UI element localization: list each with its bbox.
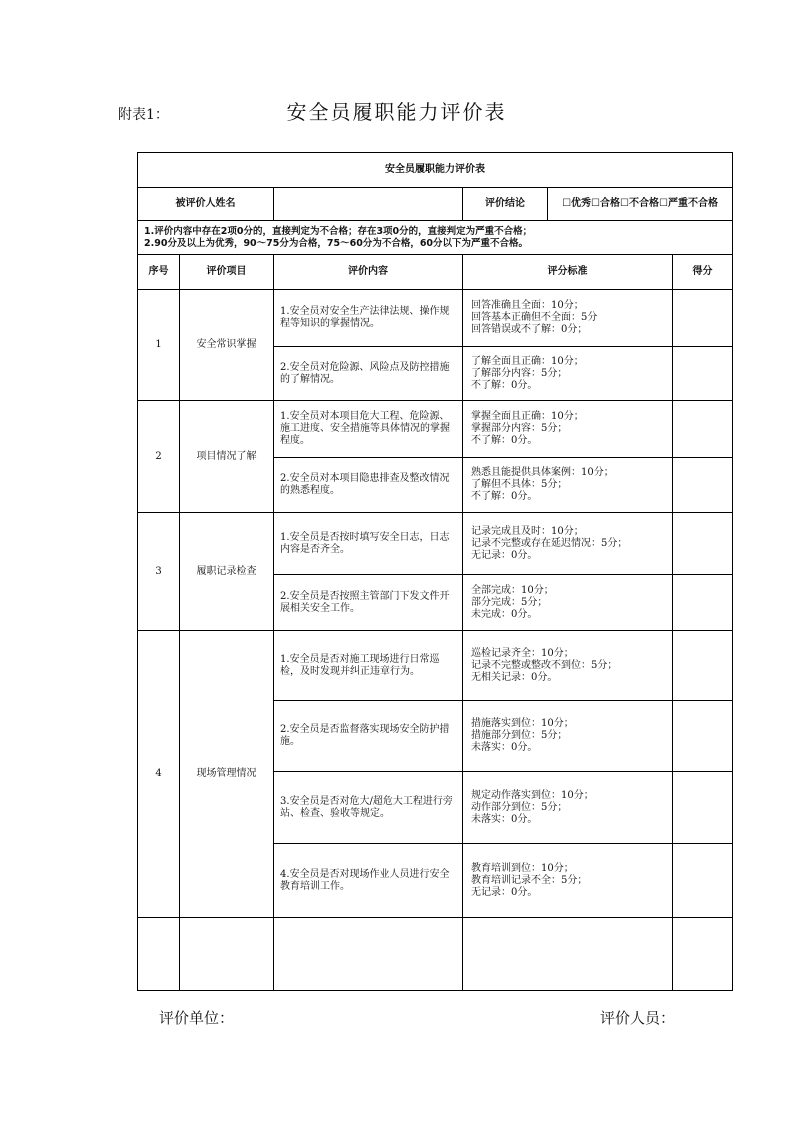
score-cell[interactable] bbox=[673, 844, 733, 918]
note-line: 1.评价内容中存在2项0分的，直接判定为不合格；存在3项0分的，直接判定为严重不合格； bbox=[144, 225, 533, 237]
row-standard: 全部完成：10分； 部分完成：5分； 未完成：0分。 bbox=[463, 575, 673, 631]
header-score: 得分 bbox=[673, 255, 733, 290]
row-content: 2.安全员对危险源、风险点及防控措施的了解情况。 bbox=[274, 347, 463, 401]
table-title: 安全员履职能力评价表 bbox=[138, 153, 733, 188]
group-item: 履职记录检查 bbox=[180, 513, 274, 631]
row-content: 2.安全员是否按照主管部门下发文件开展相关安全工作。 bbox=[274, 575, 463, 631]
note-line: 2.90分及以上为优秀，90～75分为合格，75～60分为不合格，60分以下为严重不合格。 bbox=[144, 237, 529, 249]
group-item: 项目情况了解 bbox=[180, 401, 274, 513]
row-content: 2.安全员对本项目隐患排查及整改情况的熟悉程度。 bbox=[274, 458, 463, 513]
blank-cell[interactable] bbox=[274, 918, 463, 991]
group-no: 2 bbox=[138, 401, 180, 513]
row-content: 4.安全员是否对现场作业人员进行安全教育培训工作。 bbox=[274, 844, 463, 918]
blank-cell[interactable] bbox=[673, 918, 733, 991]
row-standard: 规定动作落实到位：10分； 动作部分到位：5分； 未落实：0分。 bbox=[463, 772, 673, 844]
header-no: 序号 bbox=[138, 255, 180, 290]
group-no: 3 bbox=[138, 513, 180, 631]
score-cell[interactable] bbox=[673, 701, 733, 772]
row-standard: 教育培训到位：10分； 教育培训记录不全：5分； 无记录：0分。 bbox=[463, 844, 673, 918]
evaluator-label: 评价人员： bbox=[600, 1009, 676, 1027]
document-title: 安全员履职能力评价表 bbox=[286, 100, 507, 124]
evaluatee-label: 被评价人姓名 bbox=[138, 188, 274, 221]
score-cell[interactable] bbox=[673, 631, 733, 701]
row-standard: 记录完成且及时：10分； 记录不完整或存在延迟情况：5分； 无记录：0分。 bbox=[463, 513, 673, 575]
header-item: 评价项目 bbox=[180, 255, 274, 290]
group-item: 现场管理情况 bbox=[180, 631, 274, 918]
row-content: 3.安全员是否对危大/超危大工程进行旁站、检查、验收等规定。 bbox=[274, 772, 463, 844]
blank-cell[interactable] bbox=[463, 918, 673, 991]
score-cell[interactable] bbox=[673, 347, 733, 401]
row-standard: 掌握全面且正确：10分； 掌握部分内容：5分； 不了解：0分。 bbox=[463, 401, 673, 458]
row-content: 1.安全员是否对施工现场进行日常巡检，及时发现并纠正违章行为。 bbox=[274, 631, 463, 701]
evaluation-unit-label: 评价单位： bbox=[159, 1009, 235, 1027]
annex-label: 附表1： bbox=[118, 107, 169, 123]
row-standard: 巡检记录齐全：10分； 记录不完整或整改不到位：5分； 无相关记录：0分。 bbox=[463, 631, 673, 701]
group-no: 1 bbox=[138, 290, 180, 401]
score-cell[interactable] bbox=[673, 513, 733, 575]
header-standard: 评分标准 bbox=[463, 255, 673, 290]
evaluation-table bbox=[137, 152, 733, 991]
evaluatee-field[interactable] bbox=[274, 188, 463, 221]
header-content: 评价内容 bbox=[274, 255, 463, 290]
group-no: 4 bbox=[138, 631, 180, 918]
conclusion-cell bbox=[463, 188, 733, 221]
row-standard: 了解全面且正确：10分； 了解部分内容：5分； 不了解：0分。 bbox=[463, 347, 673, 401]
blank-row bbox=[138, 918, 733, 991]
row-standard: 措施落实到位：10分； 措施部分到位：5分； 未落实：0分。 bbox=[463, 701, 673, 772]
score-cell[interactable] bbox=[673, 575, 733, 631]
group-item: 安全常识掌握 bbox=[180, 290, 274, 401]
score-cell[interactable] bbox=[673, 290, 733, 347]
conclusion-options[interactable]: ☐优秀☐合格☐不合格☐严重不合格 bbox=[562, 198, 718, 209]
row-content: 1.安全员对本项目危大工程、危险源、施工进度、安全措施等具体情况的掌握程度。 bbox=[274, 401, 463, 458]
row-content: 1.安全员对安全生产法律法规、操作规程等知识的掌握情况。 bbox=[274, 290, 463, 347]
blank-cell[interactable] bbox=[180, 918, 274, 991]
row-standard: 回答准确且全面：10分； 回答基本正确但不全面：5分 回答错误或不了解：0分； bbox=[463, 290, 673, 347]
row-standard: 熟悉且能提供具体案例：10分； 了解但不具体：5分； 不了解：0分。 bbox=[463, 458, 673, 513]
score-cell[interactable] bbox=[673, 772, 733, 844]
score-cell[interactable] bbox=[673, 458, 733, 513]
row-content: 1.安全员是否按时填写安全日志，日志内容是否齐全。 bbox=[274, 513, 463, 575]
score-cell[interactable] bbox=[673, 401, 733, 458]
blank-cell[interactable] bbox=[138, 918, 180, 991]
conclusion-label: 评价结论 bbox=[463, 188, 548, 220]
evaluation-notes bbox=[138, 221, 733, 255]
row-content: 2.安全员是否监督落实现场安全防护措施。 bbox=[274, 701, 463, 772]
